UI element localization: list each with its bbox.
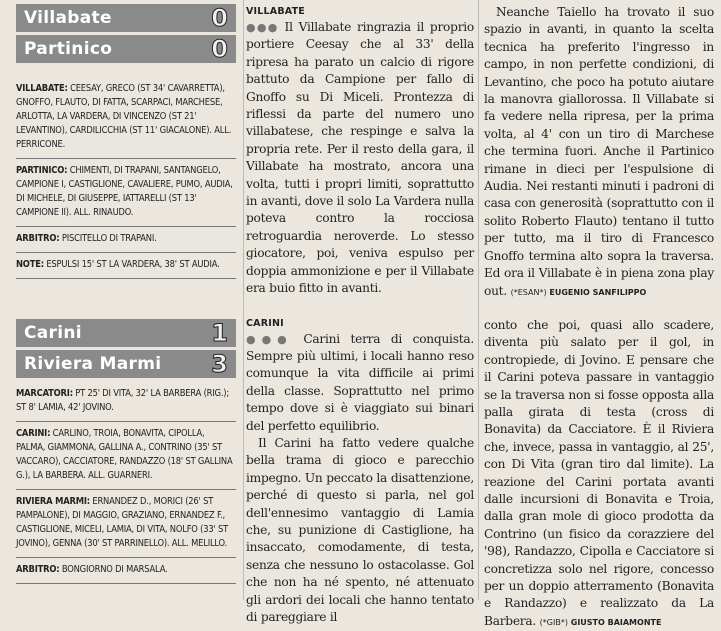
info-label: MARCATORI:: [16, 388, 73, 399]
lineup-riviera: [16, 490, 236, 558]
info-label: ARBITRO:: [16, 233, 60, 244]
byline-villabate: [511, 288, 647, 297]
article-column-middle: [246, 0, 474, 626]
info-text: BONGIORNO DI MARSALA.: [59, 564, 168, 575]
article-carini-p1: [246, 331, 474, 435]
match-info-2: [16, 382, 236, 584]
home-team-row: [16, 4, 236, 32]
article-label-villabate: VILLABATE: [246, 6, 305, 17]
lineup-carini: [16, 422, 236, 490]
home-team-score: 0: [211, 4, 228, 32]
article-villabate-p1: [246, 19, 474, 298]
info-text: PISCITELLO DI TRAPANI.: [59, 233, 157, 244]
match-info-1: [16, 77, 236, 279]
paragraph-text: Neanche Taiello ha trovato il suo spazio in avanti, in quanto la scelta tecnica ha preferito l'ingresso in campo, in non perfette condizioni, di Levantino, che poco ha potuto aiutare la manovra giallorossa. Il Villabate si fa vedere nella ripresa, per la prima volta, al 4' con un tiro di Marchese che termina fuori. Anche il Partinico rimane in dieci per l'espulsione di Audia. Nei restanti minuti i padroni di casa con generosità (soprattutto con il solito Roberto Flauto) tentano il tutto per tutto, ma il tiro di Francesco Gnoffo termina alto sopra la traversa. Ed ora il Villabate è in piena zona play out.: [484, 5, 714, 298]
byline-code: (*GIB*): [539, 617, 568, 627]
info-label: PARTINICO:: [16, 165, 68, 176]
scoreboard-carini-riviera: [16, 319, 236, 378]
byline-name: EUGENIO SANFILIPPO: [549, 287, 647, 297]
info-text: ESPULSI 15' ST LA VARDERA, 38' ST AUDIA.: [43, 259, 220, 270]
article-villabate-p2: [484, 4, 714, 301]
away-team-row: [16, 35, 236, 63]
home-team-row: [16, 319, 236, 347]
article-label-carini: CARINI: [246, 317, 284, 329]
lineup-partinico: [16, 159, 236, 227]
info-label: CARINI:: [16, 428, 51, 439]
away-team-score: 3: [211, 350, 228, 378]
article-carini-p2: Il Carini ha fatto vedere qualche bella trama di gioco e parecchio impegno. Un peccato la disattenzione, perché di questo si parla, nel gol dell'ennesimo vantaggio di Lamia che, su punizione di Castiglione, ha insaccato, comodamente, di testa, senza che nessuno lo ostacolasse. Gol che non ha né spento, né attenuato gli ardori dei locali che hanno tentato di pareggiare il: [246, 435, 474, 624]
info-text: CEESAY, GRECO (ST 34' CAVARRETTA), GNOFFO, FLAUTO, DI FATTA, SCARPACI, MARCHESE, ARLOTTA, LA VARDERA, DI VINCENZO (ST 21' LEVANTINO), CARDILICCHIA (ST 11' GIACALONE). ALL. PERRICONE.: [16, 83, 232, 150]
scorers-2: [16, 382, 236, 422]
bullet-dots: ●●●: [246, 21, 279, 34]
info-text: ERNANDEZ D., MORICI (26' ST PAMPALONE), DI MAGGIO, GRAZIANO, ERNANDEZ F., CASTIGLIONE, MICELI, LAMIA, DI VITA, NOLFO (33' ST JOVINO), GENNA (30' ST PARRINELLO). ALL. MELILLO.: [16, 496, 229, 549]
byline-code: (*ESAN*): [510, 287, 547, 297]
byline-name: GIUSTO BAIAMONTE: [570, 617, 662, 627]
paragraph-text: Carini terra di conquista. Sempre più ultimi, i locali hanno reso comunque la vita difficile ai primi della classe. Soprattutto nel primo tempo dove si è viaggiato sui binari del perfetto equilibrio.: [246, 331, 475, 433]
paragraph-text: Il Villabate ringrazia il proprio portiere Ceesay che al 33' della ripresa ha parato un calcio di rigore battuto da Campione per fallo di Gnoffo su Di Miceli. Prontezza di riflessi da parte del numero uno villabatese, che respinge e salva la propria rete. Per il resto della gara, il Villabate ha mostrato, ancora una volta, tutti i propri limiti, soprattutto in avanti, dove il solo La Vardera nulla poteva contro la rocciosa retroguardia neroverde. Lo stesso giocatore, poi, veniva espulso per doppia ammonizione e per il Villabate era buio fitto in avanti.: [246, 20, 475, 296]
info-label: VILLABATE:: [16, 83, 68, 94]
info-label: NOTE:: [16, 259, 44, 270]
info-label: RIVIERA MARMI:: [16, 496, 90, 507]
away-team-row: [16, 350, 236, 378]
info-text: PT 25' DI VITA, 32' LA BARBERA (RIG.); ST 8' LAMIA, 42' JOVINO.: [16, 388, 229, 413]
home-team-name: Villabate: [24, 8, 112, 28]
info-text: CHIMENTI, DI TRAPANI, SANTANGELO, CAMPIONE I, CASTIGLIONE, CAVALIERE, PUMO, AUDIA, DI MICHELE, DI GIUSEPPE, IATTARELLI (ST 13' CAMPIONE II). ALL. RINAUDO.: [16, 165, 233, 218]
referee-1: [16, 227, 236, 253]
info-label: ARBITRO:: [16, 564, 60, 575]
notes-1: [16, 253, 236, 279]
home-team-score: 1: [211, 319, 228, 347]
referee-2: [16, 558, 236, 584]
article-carini-p3: [484, 317, 714, 631]
home-team-name: Carini: [24, 323, 82, 343]
lineup-villabate: [16, 77, 236, 159]
info-text: CARLINO, TROIA, BONAVITA, CIPOLLA, PALMA, GIAMMONA, GALLINA A., CONTRINO (35' ST VACCARO), CACCIATORE, RANDAZZO (18' ST GALLINA G.), LA BARBERA. ALL. GUARNERI.: [16, 428, 233, 481]
away-team-name: Partinico: [24, 39, 113, 59]
match-boxes: [0, 0, 240, 584]
bullet-dots: ●●●: [246, 332, 293, 346]
away-team-score: 0: [211, 35, 228, 63]
byline-carini: [540, 618, 662, 627]
away-team-name: Riviera Marmi: [24, 354, 162, 374]
article-column-right: [484, 0, 714, 631]
paragraph-text: conto che poi, quasi allo scadere, diventa più salato per il gol, in contropiede, di Jovino. E pensare che il Carini poteva passare in vantaggio se la traversa non si fosse opposta alla palla girata di testa (cross di Bonavita) da Cacciatore. È il Riviera che, invece, passa in vantaggio, al 25', con Di Vita (gran tiro dal limite). La reazione del Carini portata avanti dalle incursioni di Bonavita e Troia, dalla gran mole di gioco prodotta da Contrino (un fisico da corazziere del '98), Randazzo, Cipolla e Cacciatore si concretizza solo nel rigore, concesso per un doppio atterramento (Bonavita e Randazzo) e realizzato da La Barbera.: [484, 317, 714, 628]
scoreboard-villabate-partinico: [16, 4, 236, 63]
